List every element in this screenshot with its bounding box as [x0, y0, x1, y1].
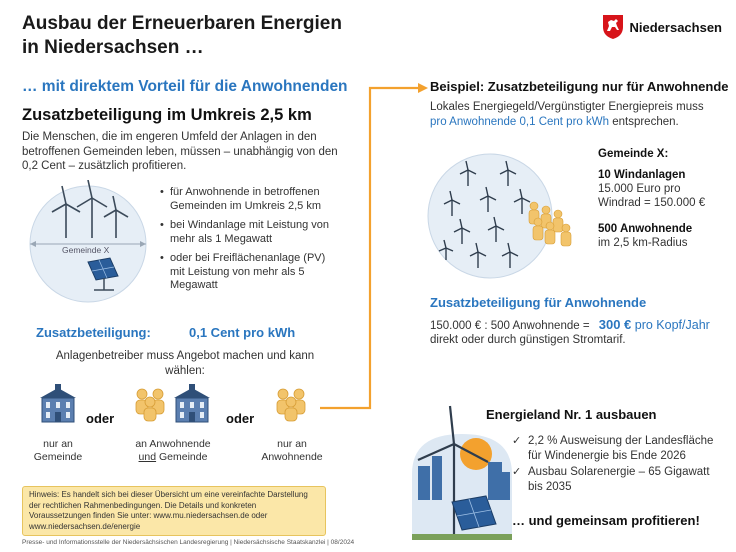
- criteria-item: • oder bei Freiflächenanlage (PV) mit Leistung von mehr als 5 Megawatt: [160, 252, 335, 293]
- example-text-highlight: pro Anwohnende 0,1 Cent pro kWh: [430, 116, 610, 128]
- gemeinde-circle-illustration: [22, 180, 154, 304]
- option-gemeinde-line2: Gemeinde: [33, 451, 83, 463]
- title-line-1: Ausbau der Erneuerbaren Energien: [22, 13, 342, 34]
- example-heading: Beispiel: Zusatzbeteiligung nur für Anwohnende: [430, 79, 729, 94]
- connector-arrow: [320, 82, 430, 412]
- option-both-line1: an Anwohnende: [135, 438, 211, 450]
- note-box: Hinweis: Es handelt sich bei dieser Übersicht um eine vereinfachte Darstellung der rechtlichen Rahmenbedingungen. Die Details und konkreten Voraussetzungen finden Sie unter: www.mu.niedersachsen.de oder www.niedersachsen.de/energie: [22, 486, 326, 536]
- option-both-rest: Gemeinde: [156, 451, 208, 463]
- lower-saxony-horse-crest-icon: [602, 14, 624, 40]
- circle-label: Gemeinde X: [62, 245, 110, 255]
- gemeinde-title-text: Gemeinde X:: [598, 148, 669, 160]
- option-anwohnende-line1: nur an: [277, 438, 307, 450]
- intro-text: Die Menschen, die im engeren Umfeld der Anlagen in den betroffenen Gemeinden leben, müssen – unabhängig von den 0,2 Cent – zusätzlich profitieren.: [22, 131, 338, 172]
- or-separator-2: oder: [226, 411, 255, 426]
- example-text-start: Lokales Energiegeld/Vergünstigter Energiepreis muss: [430, 101, 704, 113]
- anwohnende-count: 500 Anwohnende: [598, 223, 693, 235]
- gemeinde-title: [598, 147, 668, 161]
- anwohnende-info: [598, 222, 692, 250]
- option-anwohnende-label: [252, 438, 332, 464]
- section-heading-umkreis: Zusatzbeteiligung im Umkreis 2,5 km: [22, 106, 312, 124]
- goal-item: ✓ Ausbau Solarenergie – 65 Gigawatt bis 2035: [512, 465, 727, 494]
- windanlagen-count: 10 Windanlagen: [598, 169, 686, 181]
- criteria-list: [160, 186, 335, 299]
- criteria-item: • für Anwohnende in betroffenen Gemeinden im Umkreis 2,5 km: [160, 186, 335, 213]
- or-separator-1: oder: [86, 411, 115, 426]
- zusatzbeteiligung-label: Zusatzbeteiligung:: [36, 325, 151, 340]
- windfarm-illustration: [426, 148, 576, 282]
- criteria-item: • bei Windanlage mit Leistung von mehr als 1 Megawatt: [160, 219, 335, 246]
- example-text-end: entsprechen.: [609, 116, 679, 128]
- option-und: und: [138, 451, 157, 463]
- subtitle: … mit direktem Vorteil für die Anwohnenden: [22, 78, 348, 95]
- option-gemeinde-line1: nur an: [43, 438, 73, 450]
- logo: [602, 14, 723, 40]
- title-line-2: in Niedersachsen …: [22, 37, 204, 58]
- town-hall-icon: [38, 384, 78, 424]
- option-both-label: [124, 438, 222, 464]
- zusatzbeteiligung-value: 0,1 Cent pro kWh: [189, 325, 296, 340]
- betreiber-text: Anlagenbetreiber muss Angebot machen und kann wählen:: [55, 350, 315, 377]
- radius-text: im 2,5 km-Radius: [598, 237, 688, 249]
- energieland-heading: Energieland Nr. 1 ausbauen: [486, 407, 657, 422]
- anwohnende-heading: Zusatzbeteiligung für Anwohnende: [430, 295, 647, 310]
- euro-pro: 15.000 Euro pro: [598, 183, 681, 195]
- goal-item: ✓ 2,2 % Ausweisung der Landesfläche für Windenergie bis Ende 2026: [512, 434, 727, 463]
- calc-value: 300 €: [598, 317, 632, 332]
- calc-line2: direkt oder durch günstigen Stromtarif.: [430, 334, 626, 346]
- people-group-icon: [273, 386, 309, 422]
- option-gemeinde-label: [30, 438, 86, 464]
- option-both-line2: [124, 451, 222, 464]
- windanlagen-info: [598, 168, 705, 210]
- energy-illustration: [408, 404, 516, 542]
- calc-unit: pro Kopf/Jahr: [631, 318, 710, 332]
- people-group-icon: [132, 386, 168, 422]
- page-title: [22, 12, 342, 60]
- town-hall-icon: [172, 384, 212, 424]
- calc-left: 150.000 € : 500 Anwohnende =: [430, 320, 590, 332]
- goals-list: [512, 434, 727, 496]
- logo-text: Niedersachsen: [629, 19, 722, 35]
- option-anwohnende-line2: Anwohnende: [261, 451, 323, 463]
- calculation: [430, 317, 710, 332]
- footer-text: Presse- und Informationsstelle der Niedersächsischen Landesregierung | Niedersächsische Staatskanzlei | 08/2024: [22, 539, 355, 546]
- closing-line: … und gemeinsam profitieren!: [512, 513, 700, 528]
- windrad-total: Windrad = 150.000 €: [598, 197, 706, 209]
- example-text: [430, 100, 720, 130]
